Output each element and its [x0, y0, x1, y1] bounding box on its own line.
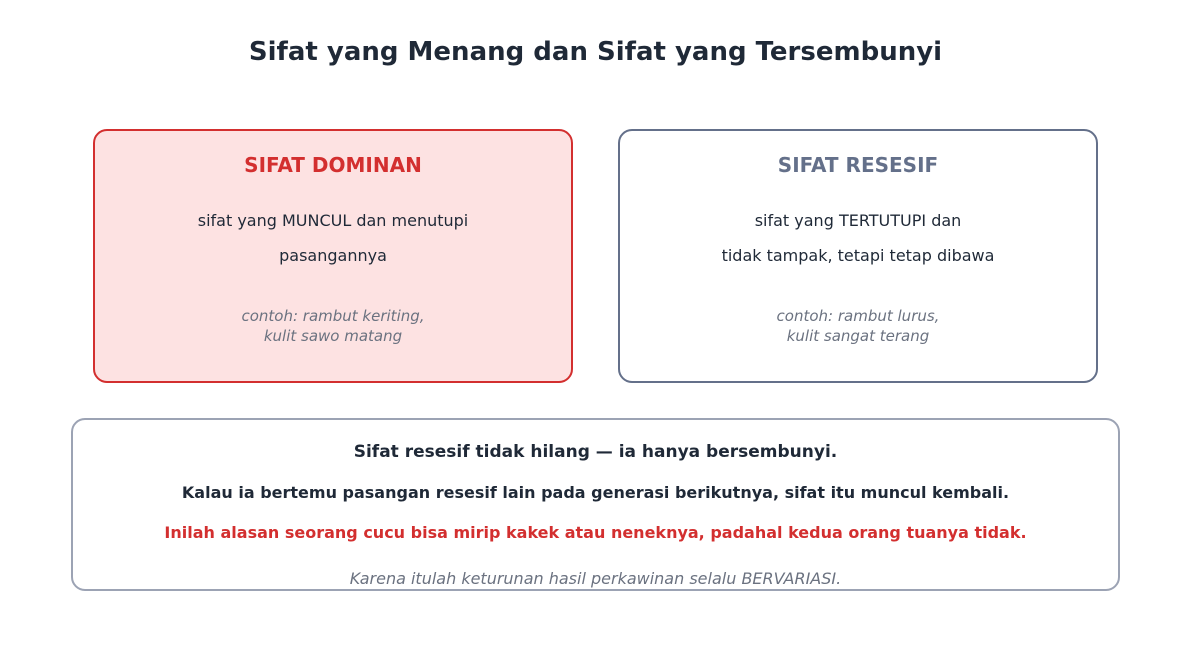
dominant-trait-heading: SIFAT DOMINAN — [244, 153, 422, 177]
dominant-trait-example-line-1: contoh: rambut keriting, — [241, 307, 425, 325]
recessive-trait-heading: SIFAT RESESIF — [777, 153, 939, 177]
summary-line-2: Kalau ia bertemu pasangan resesif lain pada generasi berikutnya, sifat itu muncul kembali. — [181, 483, 1010, 502]
recessive-trait-description-line-2: tidak tampak, tetapi tetap dibawa — [721, 246, 995, 265]
recessive-trait-example-line-1: contoh: rambut lurus, — [776, 307, 940, 325]
dominant-trait-description-line-1: sifat yang MUNCUL dan menutupi — [197, 211, 469, 230]
summary-conclusion-line: Karena itulah keturunan hasil perkawinan selalu BERVARIASI. — [349, 569, 842, 588]
dominant-trait-card — [93, 129, 573, 383]
summary-highlight-line: Inilah alasan seorang cucu bisa mirip kakek atau neneknya, padahal kedua orang tuanya tidak. — [164, 523, 1027, 542]
recessive-trait-example-line-2: kulit sangat terang — [786, 327, 930, 345]
diagram-title: Sifat yang Menang dan Sifat yang Tersembunyi — [248, 37, 943, 67]
dominant-trait-description-line-2: pasangannya — [279, 246, 387, 265]
recessive-trait-description-line-1: sifat yang TERTUTUPI dan — [754, 211, 962, 230]
summary-line-1: Sifat resesif tidak hilang — ia hanya bersembunyi. — [353, 442, 838, 462]
dominant-trait-example-line-2: kulit sawo matang — [263, 327, 403, 345]
recessive-trait-card — [618, 129, 1098, 383]
summary-box — [71, 418, 1120, 591]
